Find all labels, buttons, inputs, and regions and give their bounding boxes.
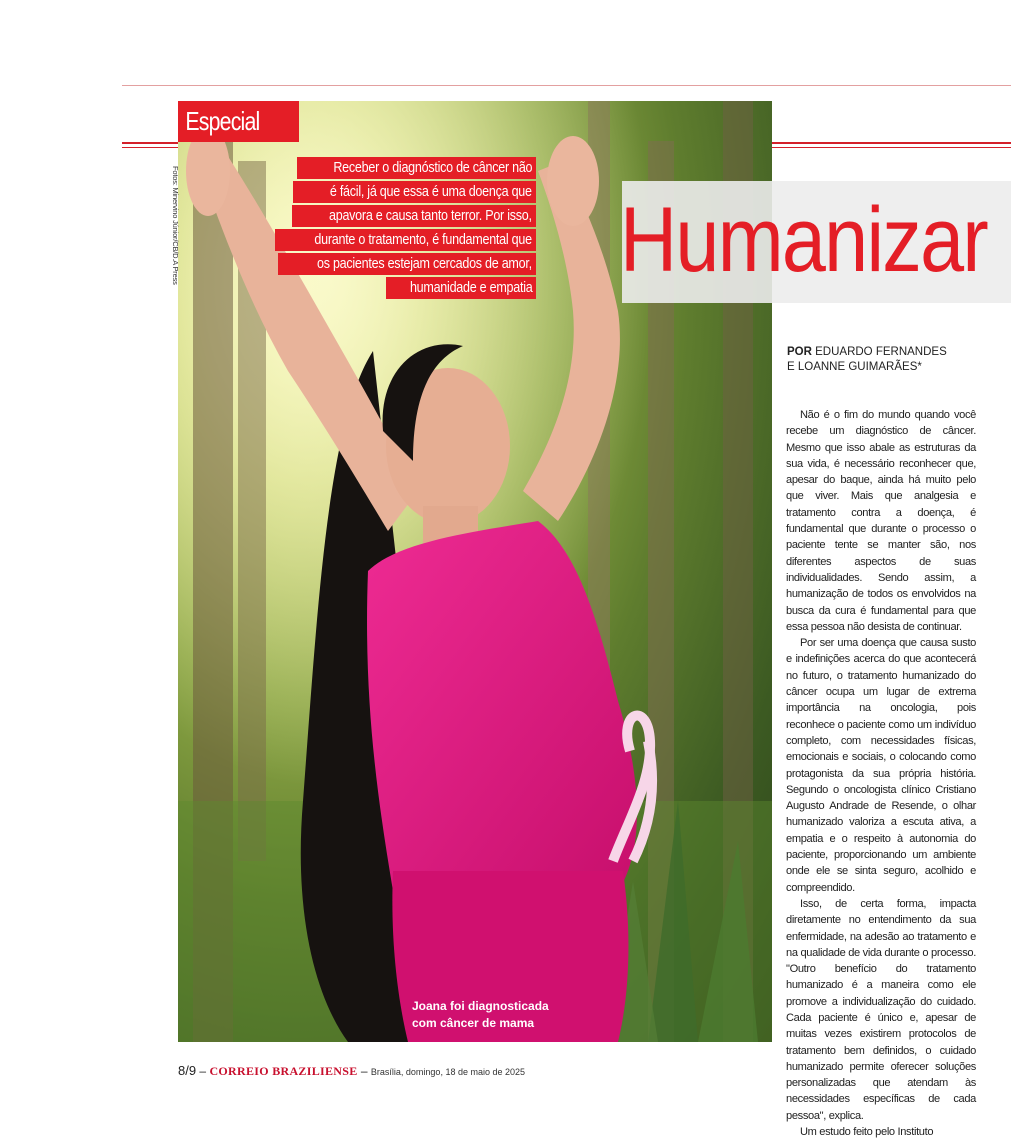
photo-caption	[412, 998, 549, 1032]
section-label: Especial	[185, 106, 260, 136]
lead-line: durante o tratamento, é fundamental que	[275, 229, 536, 251]
lead-line: é fácil, já que essa é uma doença que	[293, 181, 536, 203]
byline	[787, 345, 947, 375]
footer-dash: –	[199, 1064, 207, 1078]
page-numbers: 8/9	[178, 1063, 197, 1078]
article-paragraph: Por ser uma doença que causa susto e indefinições acerca do que acontecerá no futuro, o tratamento humanizado do câncer ocupa um lugar de extrema importância na oncologia, pois reconhece o paciente como um indivíduo completo, com necessidades físicas, emocionais e sociais, o colocando como protagonista da sua própria história. Segundo o oncologista clínico Cristiano Augusto Andrade de Resende, o olhar humanizado valoriza a escuta ativa, a empatia e o respeito à autonomia do paciente, proporcionando um ambiente onde ele se sinta seguro, acolhido e compreendido.	[786, 637, 976, 894]
lead-line: apavora e causa tanto terror. Por isso,	[292, 205, 536, 227]
lead-line: Receber o diagnóstico de câncer não	[297, 157, 536, 179]
byline-prefix: POR	[787, 346, 812, 358]
lead-line: humanidade e empatia	[386, 277, 536, 299]
edition-date: Brasília, domingo, 18 de maio de 2025	[370, 1067, 526, 1077]
caption-line: Joana foi diagnosticada	[412, 999, 549, 1013]
article-paragraph: Isso, de certa forma, impacta diretamente no entendimento da sua enfermidade, na adesão ao tratamento e na qualidade de vida durante o processo. "Outro benefício do tratamento humanizado é a maneira como ele promove a individualização do cuidado. Cada paciente é único e, apesar de muitas vezes existirem protocolos de tratamento bem definidos, o cuidado humanizado permite oferecer soluções personalizadas que atendam às necessidades específicas de cada pessoa", explica.	[786, 897, 976, 1122]
article-paragraph: Não é o fim do mundo quando você recebe um diagnóstico de câncer. Mesmo que isso abale as estruturas da sua vida, é necessário reconhecer que, apesar do baque, ainda há muito pelo que viver. Mais que analgesia e tratamento contra a doença, é fundamental que durante o processo o paciente tente se manter são, nos diferentes aspectos de suas individualidades. Sendo assim, a humanização de todos os envolvidos na busca da cura é fundamental para que essa pessoa não desista de continuar.	[786, 409, 976, 633]
photo-credit: Fotos: Minervino Júnior/CB/D.A Press	[171, 166, 180, 285]
top-rule	[122, 85, 1011, 86]
article-body	[786, 407, 976, 1140]
page-footer	[178, 1063, 525, 1079]
lead-box	[298, 157, 536, 301]
byline-authors-2: E LOANNE GUIMARÃES*	[787, 361, 922, 373]
headline: Humanizar	[620, 189, 988, 291]
caption-line: com câncer de mama	[412, 1016, 535, 1030]
section-tag	[178, 101, 299, 142]
article-paragraph: Um estudo feito pelo Instituto	[800, 1126, 934, 1139]
newspaper-name: CORREIO BRAZILIENSE	[209, 1064, 358, 1078]
footer-dash-2: –	[360, 1064, 368, 1078]
byline-authors-1: EDUARDO FERNANDES	[815, 346, 947, 358]
lead-line: os pacientes estejam cercados de amor,	[278, 253, 536, 275]
